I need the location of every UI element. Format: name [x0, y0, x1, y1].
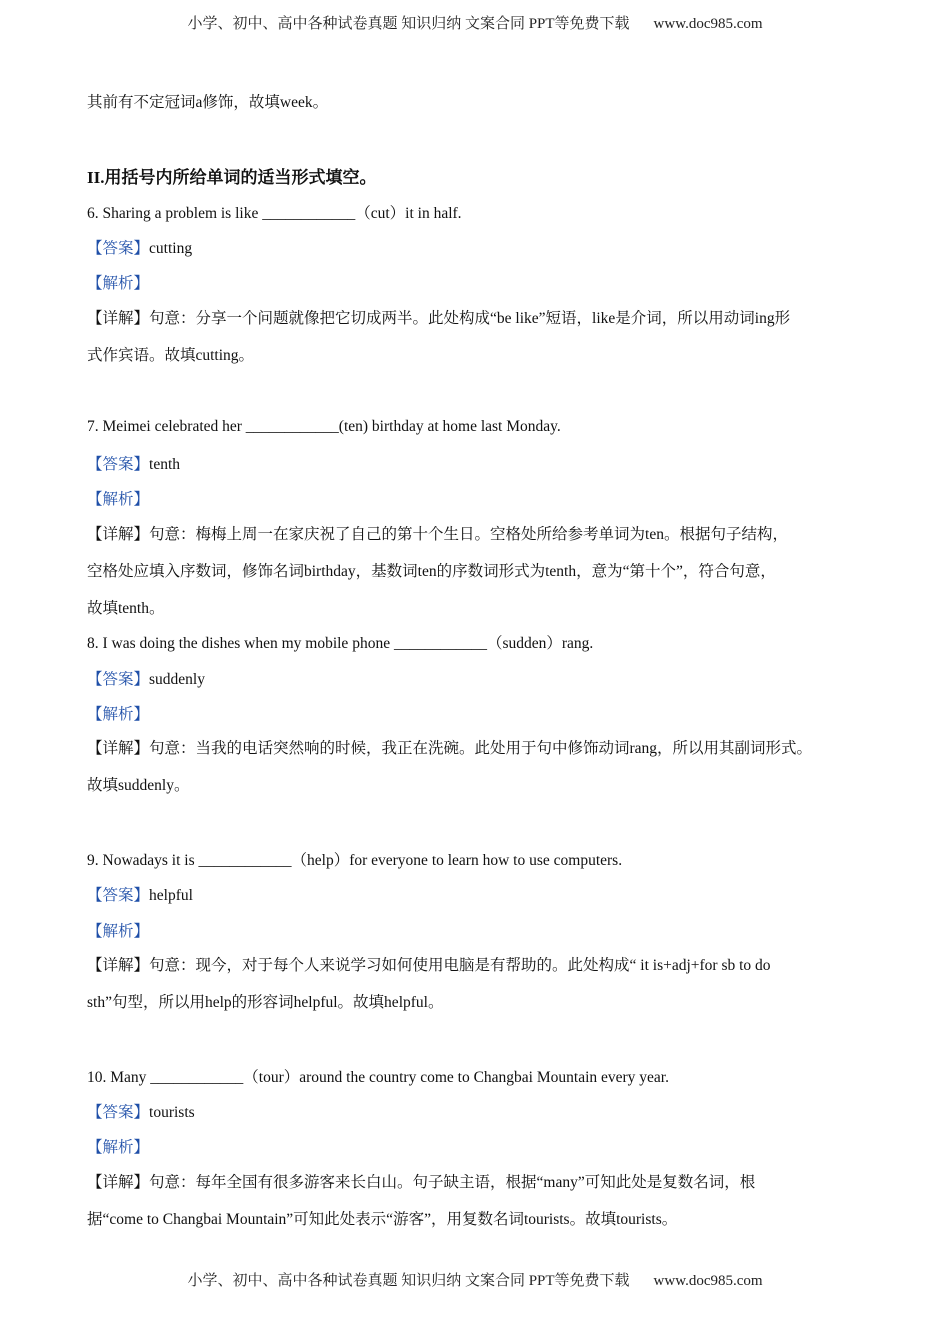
intro-text: 其前有不定冠词a修饰，故填week。	[87, 94, 329, 111]
detail-label: 【详解】	[87, 957, 150, 974]
header-site-link[interactable]: www.doc985.com	[653, 16, 763, 32]
answer-8	[87, 667, 205, 689]
detail-6-line-1	[87, 306, 790, 328]
detail-text: 句意：分享一个问题就像把它切成两半。此处构成“be like”短语，like是介词，所以用动词ing形	[149, 310, 791, 327]
detail-9-line-2: sth”句型，所以用help的形容词helpful。故填helpful。	[87, 994, 444, 1011]
detail-8-line-2: 故填suddenly。	[87, 777, 190, 794]
answer-value: suddenly	[149, 671, 205, 688]
answer-label: 【答案】	[87, 456, 150, 473]
question-7: 7. Meimei celebrated her ____________(ten) birthday at home last Monday.	[87, 418, 561, 435]
detail-7-line-2: 空格处应填入序数词，修饰名词birthday，基数词ten的序数词形式为tenth，意为“第十个”，符合句意，	[87, 563, 776, 580]
detail-label: 【详解】	[87, 526, 150, 543]
detail-7-line-1	[87, 522, 788, 544]
answer-7	[87, 452, 180, 474]
detail-text: 句意：当我的电话突然响的时候，我正在洗碗。此处用于句中修饰动词rang，所以用其副词形式。	[149, 740, 813, 757]
detail-7-line-3: 故填tenth。	[87, 600, 165, 617]
answer-10	[87, 1100, 195, 1122]
question-8: 8. I was doing the dishes when my mobile phone ____________（sudden）rang.	[87, 635, 594, 652]
question-6: 6. Sharing a problem is like ____________（cut）it in half.	[87, 205, 462, 222]
analysis-label-10: 【解析】	[87, 1139, 150, 1156]
analysis-label-9: 【解析】	[87, 923, 150, 940]
footer-text: 小学、初中、高中各种试卷真题 知识归纳 文案合同 PPT等免费下载	[187, 1273, 630, 1289]
analysis-label-6: 【解析】	[87, 275, 150, 292]
answer-value: helpful	[149, 887, 193, 904]
answer-label: 【答案】	[87, 1104, 150, 1121]
answer-value: tourists	[149, 1104, 195, 1121]
analysis-label-7: 【解析】	[87, 491, 150, 508]
question-9: 9. Nowadays it is ____________（help）for everyone to learn how to use computers.	[87, 852, 623, 869]
detail-10-line-1	[87, 1170, 755, 1192]
detail-9-line-1	[87, 953, 771, 975]
analysis-label-8: 【解析】	[87, 706, 150, 723]
detail-8-line-1	[87, 736, 812, 758]
detail-text: 句意：现今，对于每个人来说学习如何使用电脑是有帮助的。此处构成“ it is+adj+for sb to do	[149, 957, 771, 974]
answer-label: 【答案】	[87, 671, 150, 688]
footer-site-link[interactable]: www.doc985.com	[653, 1273, 763, 1289]
detail-label: 【详解】	[87, 1174, 150, 1191]
section-title: II.用括号内所给单词的适当形式填空。	[87, 168, 377, 187]
answer-value: tenth	[149, 456, 181, 473]
detail-10-line-2: 据“come to Changbai Mountain”可知此处表示“游客”，用复数名词tourists。故填tourists。	[87, 1211, 678, 1228]
page-header	[0, 12, 950, 33]
page-footer	[0, 1269, 950, 1290]
answer-label: 【答案】	[87, 887, 150, 904]
question-10: 10. Many ____________（tour）around the country come to Changbai Mountain every year.	[87, 1069, 669, 1086]
answer-9	[87, 883, 193, 905]
detail-label: 【详解】	[87, 310, 150, 327]
detail-text: 句意：梅梅上周一在家庆祝了自己的第十个生日。空格处所给参考单词为ten。根据句子结构，	[149, 526, 788, 543]
answer-label: 【答案】	[87, 240, 150, 257]
detail-6-line-2: 式作宾语。故填cutting。	[87, 347, 255, 364]
detail-label: 【详解】	[87, 740, 150, 757]
header-text: 小学、初中、高中各种试卷真题 知识归纳 文案合同 PPT等免费下载	[187, 16, 630, 32]
answer-6	[87, 236, 192, 258]
answer-value: cutting	[149, 240, 193, 257]
detail-text: 句意：每年全国有很多游客来长白山。句子缺主语，根据“many”可知此处是复数名词，根	[149, 1174, 756, 1191]
